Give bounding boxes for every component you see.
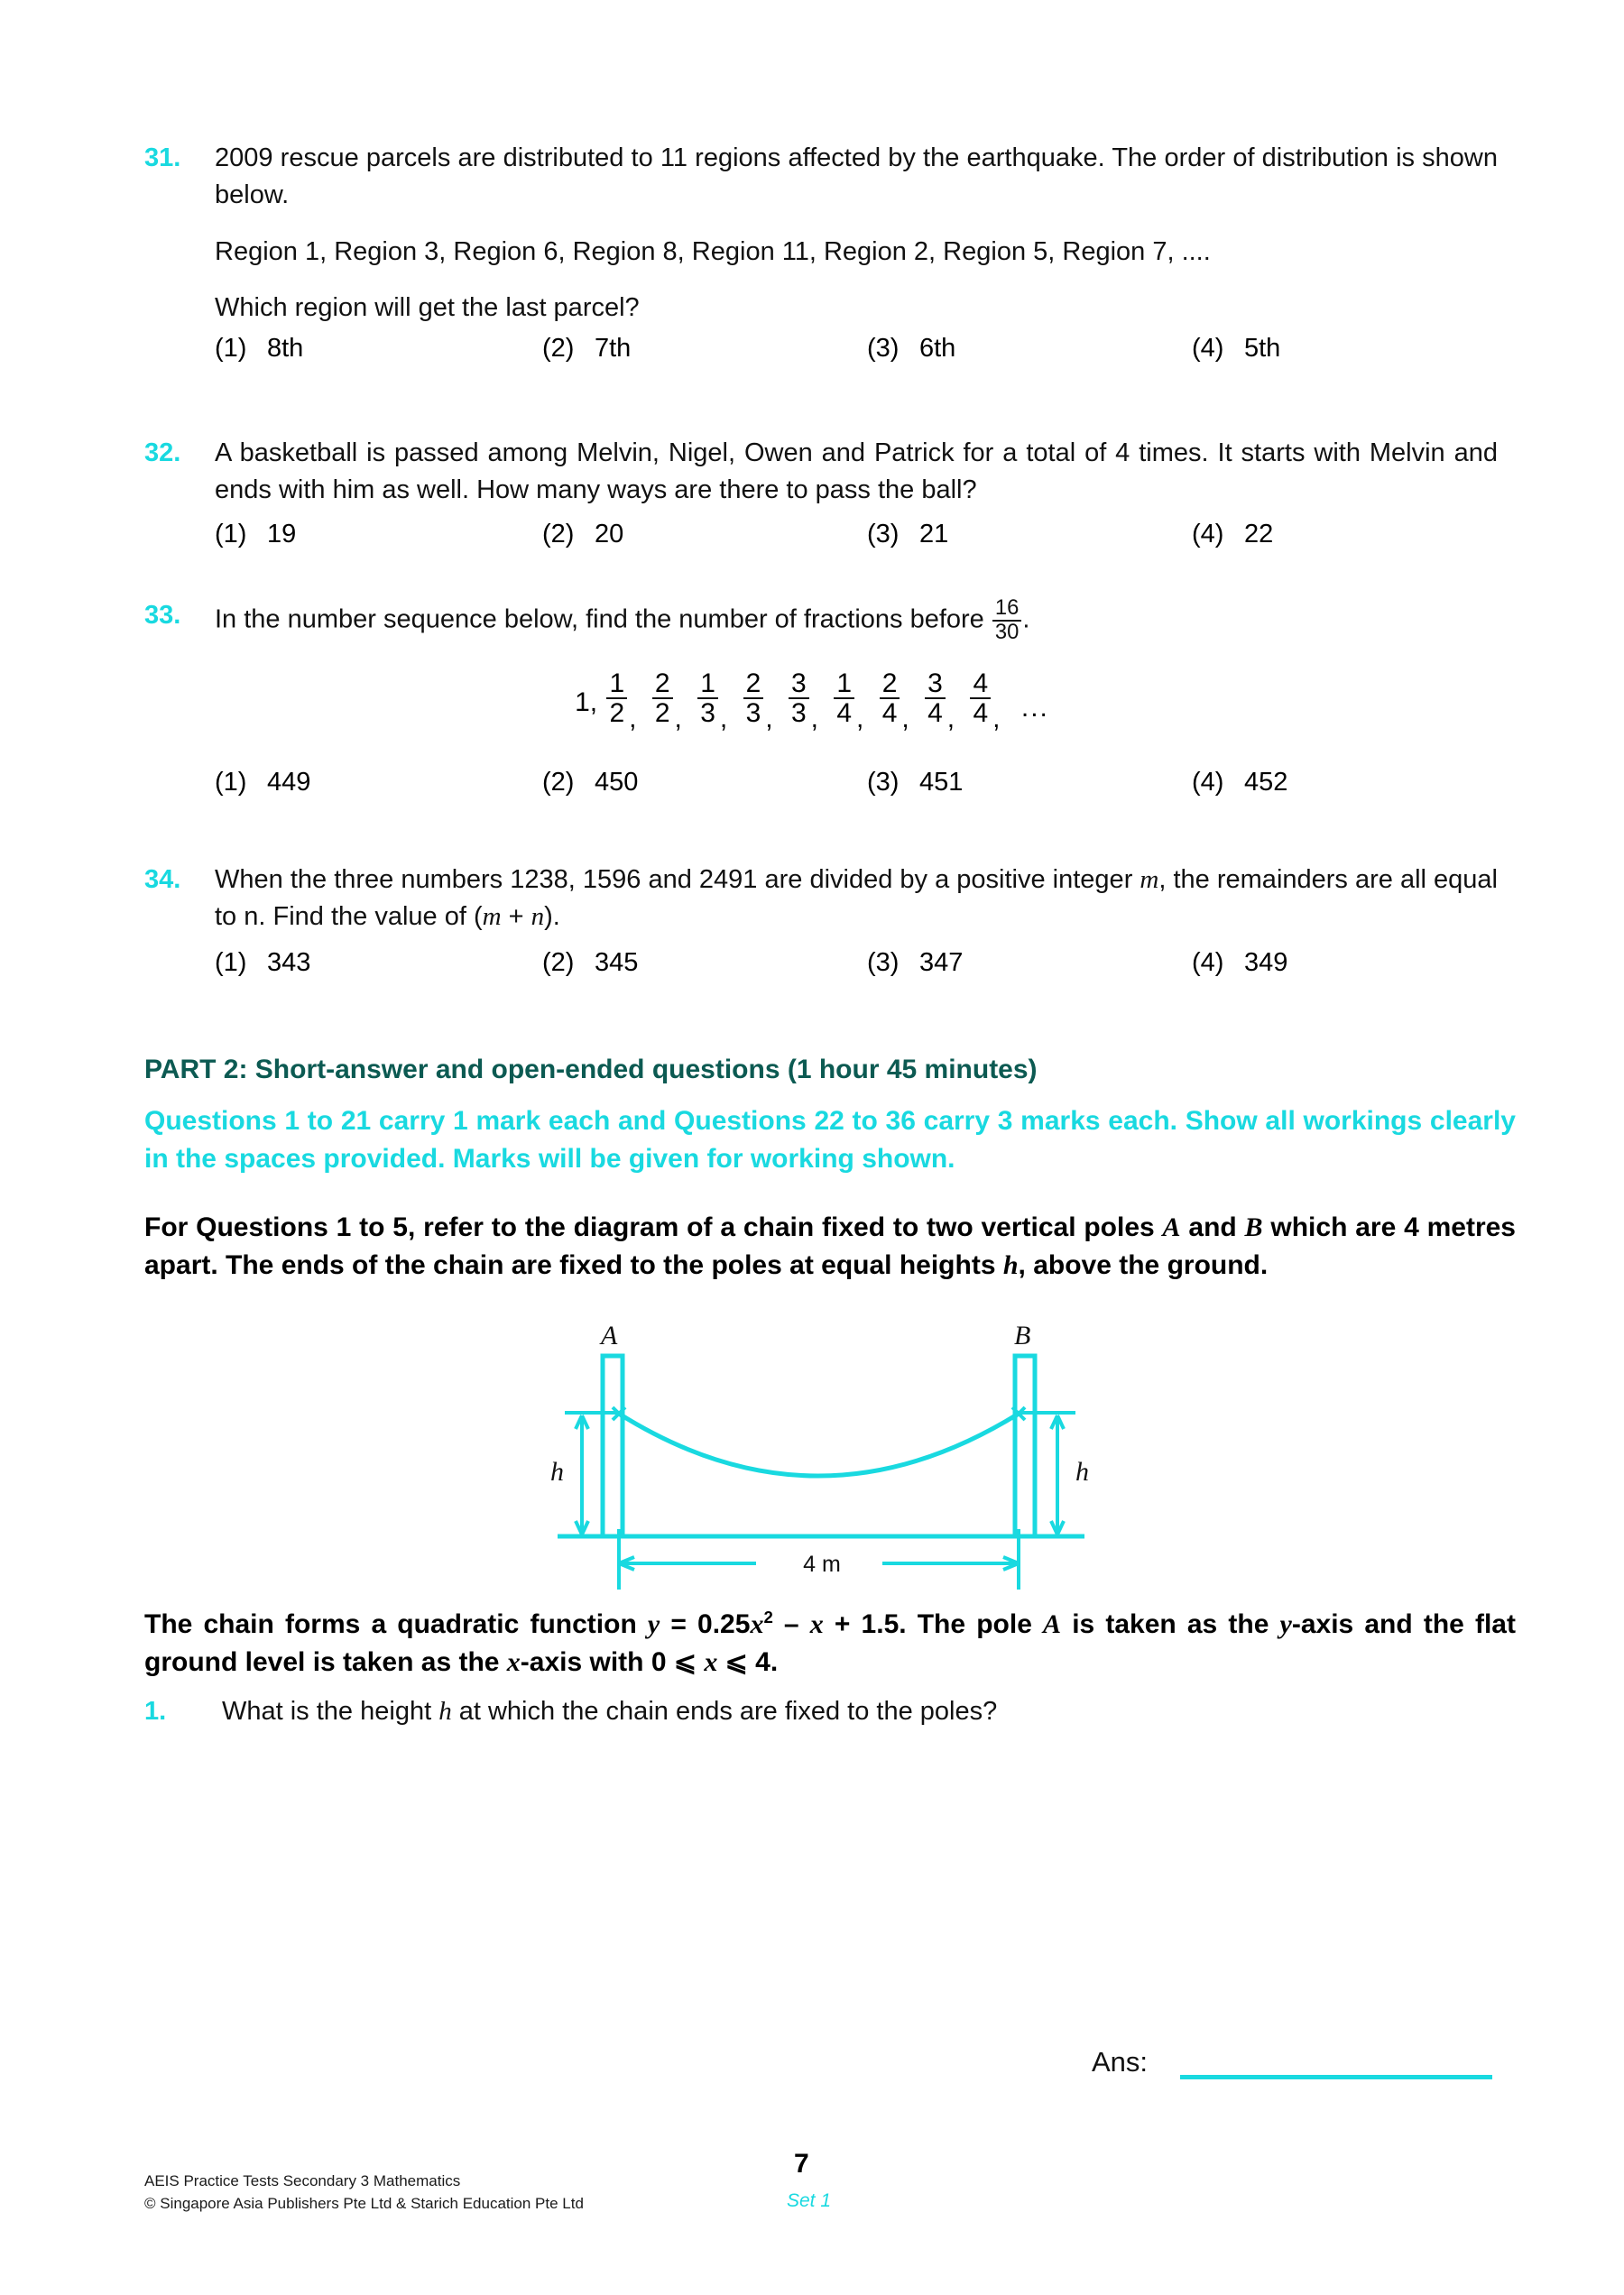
option-33-2[interactable] [542, 764, 638, 800]
question-32-options [215, 516, 1532, 552]
pole-a-label: A [601, 1321, 618, 1350]
option-33-2-tag: (2) [542, 768, 575, 797]
option-32-1-tag: (1) [215, 520, 247, 548]
pole-b-label: B [1014, 1321, 1031, 1350]
option-31-2[interactable] [542, 330, 631, 366]
fraction-denominator: 3 [697, 697, 718, 727]
question-31-options [215, 330, 1532, 366]
option-31-4-tag: (4) [1192, 334, 1224, 363]
option-34-3-tag: (3) [867, 948, 900, 977]
option-34-3[interactable] [867, 945, 963, 981]
question-33-stem-prefix: In the number sequence below, find the number of fractions before [215, 604, 984, 634]
fraction-denominator: 4 [880, 697, 900, 727]
option-34-4-tag: (4) [1192, 948, 1224, 977]
fraction-denominator: 30 [992, 620, 1021, 644]
option-31-1-value: 8th [267, 334, 304, 363]
option-33-3-tag: (3) [867, 768, 900, 797]
sequence-comma: , [719, 704, 728, 734]
sequence-comma: , [992, 704, 1001, 734]
option-33-3-value: 451 [919, 768, 964, 797]
chain-diagram-svg [541, 1326, 1101, 1624]
fraction-denominator: 4 [925, 697, 946, 727]
part2-intro-paragraph: For Questions 1 to 5, refer to the diagram of a chain fixed to two vertical poles A and B which are 4 metres apart. The ends of the chain are fixed to the poles at equal heights h, above the ground. [144, 1212, 1516, 1280]
fraction-numerator: 2 [654, 668, 670, 698]
option-32-3-value: 21 [919, 520, 949, 548]
fraction-numerator: 1 [609, 668, 625, 698]
option-32-2[interactable] [542, 516, 623, 552]
option-31-1[interactable] [215, 330, 303, 366]
footer-line-1: AEIS Practice Tests Secondary 3 Mathematics [144, 2172, 461, 2189]
sequence-fraction-1 [606, 669, 627, 727]
option-34-2-value: 345 [595, 948, 639, 977]
fraction-numerator: 2 [745, 668, 761, 698]
option-33-3[interactable] [867, 764, 963, 800]
option-32-1-value: 19 [267, 520, 297, 548]
sequence-comma: , [629, 704, 637, 734]
fraction-denominator: 3 [789, 697, 809, 727]
question-31-number: 31. [144, 143, 181, 172]
option-34-2[interactable] [542, 945, 638, 981]
fraction-numerator: 1 [700, 668, 715, 698]
option-32-1[interactable] [215, 516, 296, 552]
question-34-text: When the three numbers 1238, 1596 and 2491 are divided by a positive integer m, the remainders are all equal to n. Find the value of (m + n). [215, 865, 1498, 931]
sequence-comma: , [901, 704, 909, 734]
part2-heading: PART 2: Short-answer and open-ended questions (1 hour 45 minutes) [144, 1055, 1038, 1084]
question-31-line-3: Which region will get the last parcel? [215, 293, 640, 322]
chain-curve [619, 1414, 1019, 1476]
fraction-numerator: 4 [973, 668, 989, 698]
question-34-options [215, 945, 1532, 981]
sequence-comma: , [765, 704, 773, 734]
sequence-fraction-2 [652, 669, 673, 727]
option-34-1-tag: (1) [215, 948, 247, 977]
option-31-3-tag: (3) [867, 334, 900, 363]
chain-diagram [541, 1321, 1101, 1624]
sequence-comma: , [810, 704, 819, 734]
question-33-number: 33. [144, 601, 181, 630]
height-label-left: h [550, 1457, 564, 1487]
question-31 [144, 140, 1498, 327]
page-number: 7 [794, 2149, 809, 2179]
fraction-numerator: 3 [927, 668, 943, 698]
option-32-4[interactable] [1192, 516, 1273, 552]
option-32-2-tag: (2) [542, 520, 575, 548]
option-31-4[interactable] [1192, 330, 1280, 366]
option-33-1-tag: (1) [215, 768, 247, 797]
sequence-comma: , [946, 704, 955, 734]
option-31-3-value: 6th [919, 334, 956, 363]
height-label-right: h [1075, 1457, 1089, 1487]
fraction-numerator: 1 [836, 668, 853, 698]
fraction-numerator: 16 [994, 595, 1020, 620]
option-31-4-value: 5th [1244, 334, 1281, 363]
footer-line-2: © Singapore Asia Publishers Pte Ltd & Starich Education Pte Ltd [144, 2195, 584, 2212]
option-32-4-value: 22 [1244, 520, 1274, 548]
part2-instructions: Questions 1 to 21 carry 1 mark each and Questions 22 to 36 carry 3 marks each. Show all workings clearly in the spaces provided. Marks will be given for working shown. [144, 1106, 1516, 1174]
pole-b [1015, 1356, 1035, 1536]
option-34-2-tag: (2) [542, 948, 575, 977]
sequence-comma: , [856, 704, 864, 734]
option-33-1-value: 449 [267, 768, 311, 797]
fraction-numerator: 3 [790, 668, 807, 698]
question-33-stem-fraction [992, 597, 1021, 643]
pole-a [603, 1356, 623, 1536]
question-33 [144, 597, 1498, 643]
question-34 [144, 862, 1498, 936]
question-31-line-2: Region 1, Region 3, Region 6, Region 8, Region 11, Region 2, Region 5, Region 7, .... [215, 237, 1211, 266]
question-31-line-1: 2009 rescue parcels are distributed to 11 regions affected by the earthquake. The order of distribution is shown below. [215, 143, 1498, 209]
question-32-number: 32. [144, 438, 181, 467]
option-33-4-tag: (4) [1192, 768, 1224, 797]
fraction-denominator: 4 [970, 697, 991, 727]
part2-question-1-number: 1. [144, 1697, 167, 1726]
option-34-3-value: 347 [919, 948, 964, 977]
option-34-4-value: 349 [1244, 948, 1288, 977]
answer-blank-line[interactable] [1180, 2075, 1492, 2079]
sequence-fraction-9 [970, 669, 991, 727]
sequence-fraction-4 [743, 669, 764, 727]
option-33-4-value: 452 [1244, 768, 1288, 797]
footer [144, 2170, 584, 2215]
set-label: Set 1 [787, 2190, 832, 2211]
question-33-sequence [0, 669, 1624, 734]
option-31-3[interactable] [867, 330, 955, 366]
sequence-comma: , [674, 704, 682, 734]
option-32-2-value: 20 [595, 520, 624, 548]
sequence-ellipsis: ... [1020, 692, 1049, 723]
sequence-lead: 1, [575, 687, 598, 718]
sequence-fraction-3 [697, 669, 718, 727]
option-34-4[interactable] [1192, 945, 1287, 981]
sequence-fraction-8 [925, 669, 946, 727]
question-32 [144, 435, 1498, 509]
option-31-2-tag: (2) [542, 334, 575, 363]
option-32-3[interactable] [867, 516, 948, 552]
part2-question-1-text: What is the height h at which the chain ends are fixed to the poles? [222, 1697, 998, 1726]
option-32-3-tag: (3) [867, 520, 900, 548]
option-33-4[interactable] [1192, 764, 1287, 800]
question-32-text: A basketball is passed among Melvin, Nigel, Owen and Patrick for a total of 4 times. It starts with Melvin and ends with him as well. How many ways are there to pass the ball? [215, 438, 1498, 504]
fraction-denominator: 4 [834, 697, 854, 727]
span-label: 4 m [803, 1552, 841, 1577]
fraction-denominator: 3 [743, 697, 764, 727]
sequence-fraction-7 [880, 669, 900, 727]
option-33-1[interactable] [215, 764, 310, 800]
option-33-2-value: 450 [595, 768, 639, 797]
option-31-1-tag: (1) [215, 334, 247, 363]
fraction-denominator: 2 [652, 697, 673, 727]
part2-function-paragraph: The chain forms a quadratic function $y = 0.25x^2 - x + 1.5$. The pole A is taken as the y-axis and the flat ground level is taken as the x-axis with 0 ⩽ x ⩽ 4. [144, 1608, 1516, 1677]
sequence-fraction-5 [789, 669, 809, 727]
fraction-denominator: 2 [606, 697, 627, 727]
question-33-options [215, 764, 1532, 800]
option-31-2-value: 7th [595, 334, 632, 363]
option-34-1[interactable] [215, 945, 310, 981]
question-34-number: 34. [144, 865, 181, 894]
sequence-fraction-6 [834, 669, 854, 727]
part2-question-1 [144, 1693, 1498, 1730]
option-34-1-value: 343 [267, 948, 311, 977]
question-33-stem-suffix: . [1022, 604, 1030, 634]
answer-label: Ans: [1092, 2046, 1149, 2078]
question-33-stem [215, 597, 1498, 643]
fraction-numerator: 2 [881, 668, 898, 698]
option-32-4-tag: (4) [1192, 520, 1224, 548]
answer-row [1092, 2044, 1507, 2084]
